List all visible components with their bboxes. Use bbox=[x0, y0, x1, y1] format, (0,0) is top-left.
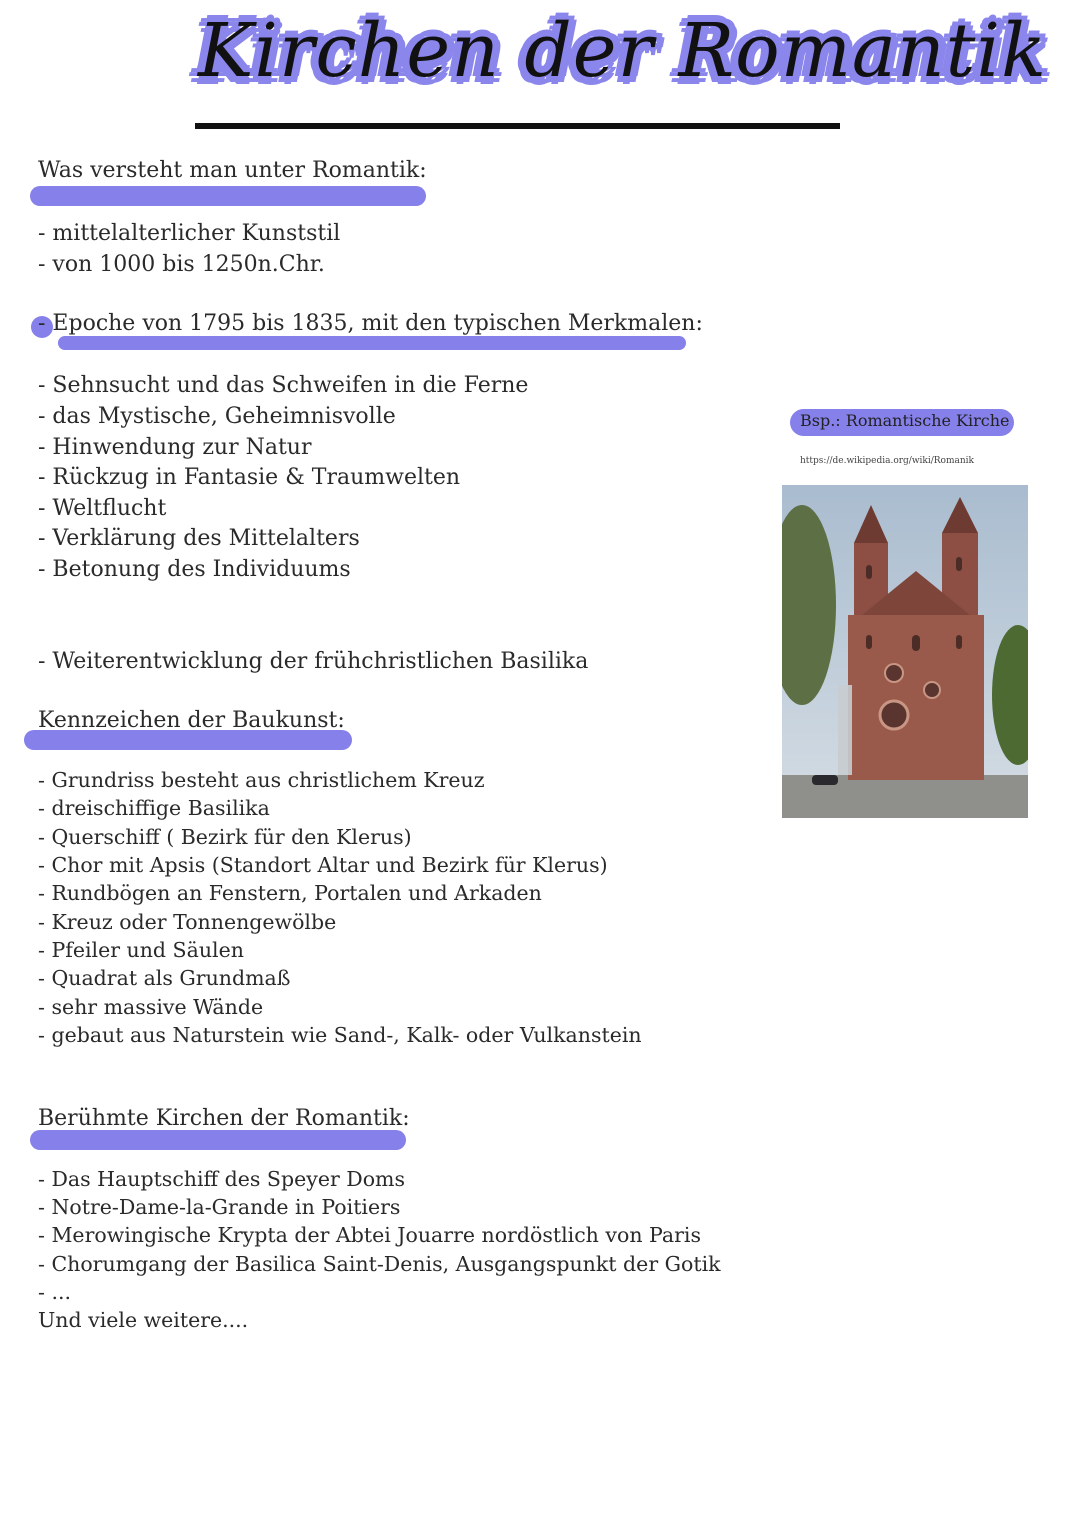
list-item: - Rundbögen an Fenstern, Portalen und Arkaden bbox=[38, 881, 542, 905]
heading-highlight bbox=[30, 186, 426, 206]
heading-highlight bbox=[24, 730, 352, 750]
page-title: Kirchen der Romantik bbox=[198, 8, 1047, 94]
list-item: - mittelalterlicher Kunststil bbox=[38, 221, 341, 246]
list-item: - Quadrat als Grundmaß bbox=[38, 966, 291, 990]
list-item: - Grundriss besteht aus christlichem Kreuz bbox=[38, 768, 485, 792]
heading-highlight bbox=[58, 336, 686, 350]
list-item: - ... bbox=[38, 1280, 71, 1304]
list-item: - Pfeiler und Säulen bbox=[38, 938, 244, 962]
title-underline bbox=[195, 123, 840, 129]
list-item: - Querschiff ( Bezirk für den Klerus) bbox=[38, 825, 412, 849]
list-item: - Sehnsucht und das Schweifen in die Ferne bbox=[38, 373, 529, 398]
list-item: - Chor mit Apsis (Standort Altar und Bezirk für Klerus) bbox=[38, 853, 608, 877]
example-label: Bsp.: Romantische Kirche bbox=[800, 411, 1010, 430]
list-item: - Hinwendung zur Natur bbox=[38, 435, 312, 460]
list-item: - Merowingische Krypta der Abtei Jouarre nordöstlich von Paris bbox=[38, 1223, 702, 1247]
section-heading-beruehmt: Berühmte Kirchen der Romantik: bbox=[38, 1106, 410, 1131]
list-item: - von 1000 bis 1250n.Chr. bbox=[38, 252, 325, 277]
title-block bbox=[190, 0, 1047, 135]
list-item: - gebaut aus Naturstein wie Sand-, Kalk- oder Vulkanstein bbox=[38, 1023, 642, 1047]
list-item: - Weltflucht bbox=[38, 496, 167, 521]
list-item: - Kreuz oder Tonnengewölbe bbox=[38, 910, 337, 934]
list-item: - Rückzug in Fantasie & Traumwelten bbox=[38, 465, 461, 490]
list-item: - Weiterentwicklung der frühchristlichen Basilika bbox=[38, 649, 589, 674]
list-item: - Verklärung des Mittelalters bbox=[38, 526, 360, 551]
church-photo bbox=[782, 485, 1028, 818]
list-item: - Notre-Dame-la-Grande in Poitiers bbox=[38, 1195, 401, 1219]
list-item: - Das Hauptschiff des Speyer Doms bbox=[38, 1167, 405, 1191]
heading-highlight bbox=[30, 1130, 406, 1150]
closing-text: Und viele weitere.... bbox=[38, 1308, 249, 1332]
section-heading-epoche: - Epoche von 1795 bis 1835, mit den typischen Merkmalen: bbox=[38, 311, 703, 336]
list-item: - Betonung des Individuums bbox=[38, 557, 351, 582]
list-item: - das Mystische, Geheimnisvolle bbox=[38, 404, 396, 429]
image-source-link[interactable]: https://de.wikipedia.org/wiki/Romanik bbox=[800, 456, 975, 466]
section-heading-romantik: Was versteht man unter Romantik: bbox=[38, 158, 427, 183]
section-heading-baukunst: Kennzeichen der Baukunst: bbox=[38, 708, 345, 733]
list-item: - sehr massive Wände bbox=[38, 995, 264, 1019]
list-item: - dreischiffige Basilika bbox=[38, 796, 270, 820]
list-item: - Chorumgang der Basilica Saint-Denis, Ausgangspunkt der Gotik bbox=[38, 1252, 721, 1276]
